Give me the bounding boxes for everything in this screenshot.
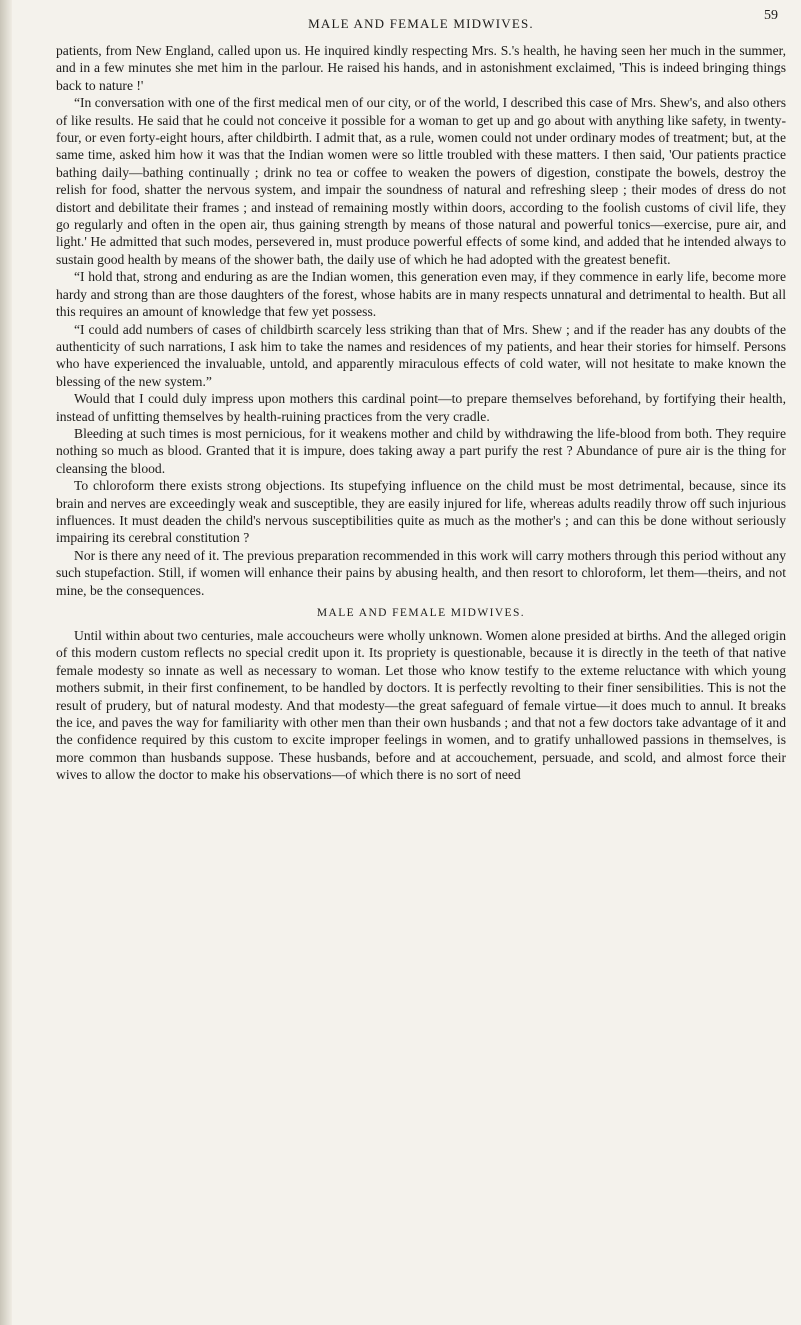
section-heading: MALE AND FEMALE MIDWIVES. bbox=[316, 607, 526, 619]
page-edge-shadow bbox=[0, 0, 12, 1325]
paragraph: patients, from New England, called upon us. He inquired kindly respecting Mrs. S.'s health, he having seen her much in the summer, and in a few minutes she met him in the parlour. He raised his hands, and in astonishment exclaimed, 'This is indeed bringing things back to nature !' bbox=[56, 43, 786, 93]
page-number: 59 bbox=[764, 8, 778, 23]
paragraph: Until within about two centuries, male accoucheurs were wholly unknown. Women alone presided at births. And the alleged origin of this modern custom reflects no special credit upon it. Its propriety is questionable, because it is directly in the teeth of that native female modesty so innate as well as necessary to woman. Let those who know testify to the exteme reluctance with which young mothers submit, in their first confinement, to be handled by doctors. It is perfectly revolting to their finer sensibilities. This is not the result of prudery, but of natural modesty. And that modesty—the great safeguard of female virtue—it does much to annul. It breaks the ice, and paves the way for familiarity with other men than their own husbands ; and that not a few doctors take advantage of it and the confidence required by this custom to excite improper feelings in women, and to gratify unhallowed passions in themselves, is more common than husbands suppose. These husbands, before and at accouchement, persuade, and scold, and almost force their wives to allow the doctor to make his observations—of which there is no sort of need bbox=[56, 628, 786, 783]
paragraph: “I hold that, strong and enduring as are the Indian women, this generation even may, if they commence in early life, become more hardy and strong than are those daughters of the forest, whose habits are in many respects unnatural and detrimental to health. But all this requires an amount of knowledge that few yet possess. bbox=[56, 269, 786, 320]
running-head bbox=[56, 6, 786, 42]
paragraph: “I could add numbers of cases of childbirth scarcely less striking than that of Mrs. Shew ; and if the reader has any doubts of the authenticity of such narrations, I ask him to take the names and residences of my patients, and hear their stories for himself. Persons who have experienced the invaluable, untold, and apparently miraculous effects of cold water, will not hesitate to make known the blessing of the new system.” bbox=[56, 321, 786, 389]
paragraph: Nor is there any need of it. The previous preparation recommended in this work will carry mothers through this period without any such stupefaction. Still, if women will enhance their pains by abusing health, and then resort to chloroform, let them—theirs, and not mine, be the consequences. bbox=[56, 547, 786, 598]
paragraph: “In conversation with one of the first medical men of our city, or of the world, I described this case of Mrs. Shew's, and also others of like results. He said that he could not conceive it possible for a woman to get up and go about with anything like safety, in twenty-four, or even forty-eight hours, after childbirth. I admit that, as a rule, women could not under ordinary modes of treatment; but, at the same time, asked him how it was that the Indian women were so little troubled with these matters. I then said, 'Our patients practice bathing daily—bathing continually ; drink no tea or coffee to weaken the powers of digestion, constipate the bowels, destroy the relish for food, shatter the nervous system, and impair the soundness of natural and refreshing sleep ; their modes of dress do not distort and debilitate their frames ; and instead of remaining mostly within doors, according to the foolish customs of civil life, they go regularly and often in the open air, thus gaining strength by means of those natural and powerful tonics—exercise, pure air, and light.' He admitted that such modes, persevered in, must produce powerful effects of some kind, and added that he intended always to sustain good health by means of the shower bath, the daily use of which he had adopted with the greatest benefit. bbox=[56, 95, 786, 267]
paragraph: To chloroform there exists strong objections. Its stupefying influence on the child must be most detrimental, because, since its brain and nerves are exceedingly weak and susceptible, they are easily injured for life, whereas adults readily throw off such injurious influences. It must deaden the child's nervous susceptibilities quite as much as the mother's ; and can this be done without seriously impairing its cerebral constitution ? bbox=[56, 478, 786, 546]
paragraph: Bleeding at such times is most pernicious, for it weakens mother and child by withdrawing the life-blood from both. They require nothing so much as blood. Granted that it is impure, does taking away a part purify the rest ? Abundance of pure air is the thing for cleansing the blood. bbox=[56, 425, 786, 476]
book-page bbox=[56, 6, 786, 1316]
paragraph: Would that I could duly impress upon mothers this cardinal point—to prepare themselves beforehand, by fortifying their health, instead of unfitting themselves by health-ruining practices from the very cradle. bbox=[56, 391, 786, 424]
running-head-title: MALE AND FEMALE MIDWIVES. bbox=[308, 16, 534, 31]
